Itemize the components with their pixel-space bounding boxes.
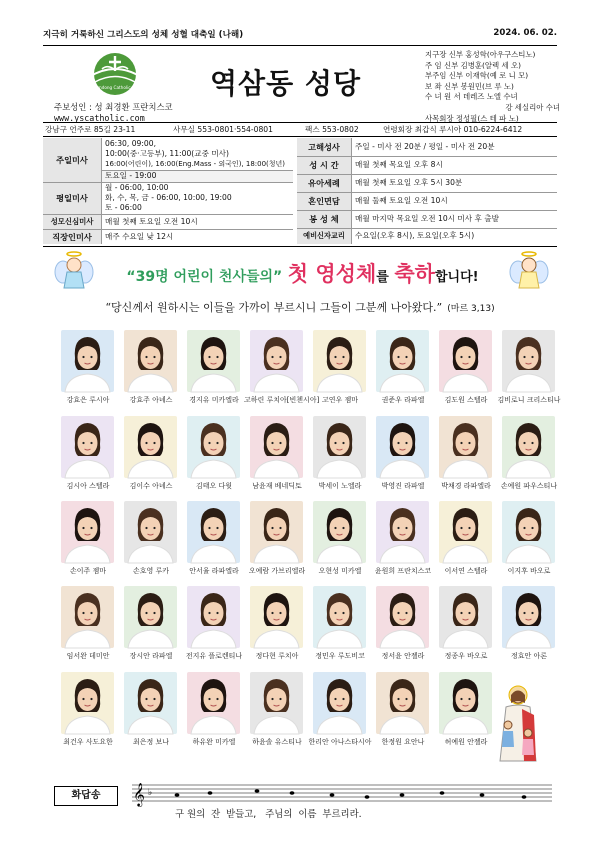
child-name: 고하린 루치아[빈첸시아]	[244, 396, 320, 404]
child-name: 안서율 라파엘라	[189, 567, 239, 575]
child-name: 허예원 안젤라	[444, 738, 488, 746]
child-name: 박채경 라파엘라	[441, 482, 491, 490]
celebration-banner	[95, 258, 510, 288]
child-name: 임서완 데미안	[66, 652, 110, 660]
communion-visit-label: 봉 성 체	[297, 210, 352, 228]
confession-time: 주일 - 미사 전 20분 / 평일 - 미사 전 20분	[355, 141, 495, 151]
child-photo	[250, 586, 303, 648]
scripture-quote	[80, 296, 520, 315]
confession-label: 고해성사	[297, 138, 352, 156]
child-name: 오현성 미카엘	[318, 567, 362, 575]
fax-number: 팩스 553-0802	[305, 125, 359, 134]
child-name: 김비로니 크리스티나	[497, 396, 561, 404]
child-photo	[187, 330, 240, 392]
child-photo	[250, 501, 303, 563]
marian-mass-label: 성모신심미사	[43, 214, 102, 229]
angel-left-icon	[55, 250, 93, 294]
child-photo	[61, 672, 114, 734]
child-name: 한리안 아나스타시아	[308, 738, 372, 746]
sunday-mass-label: 주일미사	[43, 138, 102, 182]
child-name: 이서연 스텔라	[444, 567, 488, 575]
svg-text:𝄞: 𝄞	[133, 782, 145, 806]
staff-line: 보 좌 신부 봉원민(브 루 노)	[425, 81, 514, 91]
child-photo	[502, 330, 555, 392]
child-photo	[313, 416, 366, 478]
child-photo	[124, 330, 177, 392]
child-name: 정종우 바오로	[444, 652, 488, 660]
child-name: 손호영 루카	[132, 567, 170, 575]
child-photo	[61, 330, 114, 392]
holy-hour-time: 매월 첫째 목요일 오후 8시	[355, 160, 443, 169]
infant-baptism-label: 유아세례	[297, 174, 352, 192]
child-name: 최건우 사도요한	[63, 738, 113, 746]
catechism-label: 예비신자교리	[297, 228, 352, 244]
child-photo	[502, 416, 555, 478]
child-name: 강효주 아녜스	[129, 396, 173, 404]
logo-caption: Yeoksamdong Catholic Church	[83, 85, 147, 90]
child-name: 박세이 노엘라	[318, 482, 362, 490]
child-photo	[187, 672, 240, 734]
child-photo	[187, 416, 240, 478]
child-name: 강효은 루시아	[66, 396, 110, 404]
feast-title: 지극히 거룩하신 그리스도의 성체 성혈 대축일 (나해)	[43, 30, 244, 40]
child-photo	[439, 330, 492, 392]
child-photo	[313, 586, 366, 648]
church-logo	[75, 51, 155, 97]
child-name: 고연우 젬마	[321, 396, 359, 404]
child-name: 김시아 스텔라	[66, 482, 110, 490]
staff-line: 사목회장 정성필(스 테 파 노)	[425, 113, 519, 123]
child-photo	[313, 672, 366, 734]
child-photo	[124, 416, 177, 478]
banner-ending: 합니다!	[434, 270, 479, 285]
saturday-mass-time: 토요일 - 19:00	[102, 170, 294, 182]
child-photo	[187, 501, 240, 563]
child-name: 하유완 미카엘	[192, 738, 236, 746]
child-name: 박영진 라파엘	[381, 482, 425, 490]
parish-name: 역삼동 성당	[210, 67, 361, 100]
workers-mass-label: 직장인미사	[43, 229, 102, 244]
child-name: 윤원희 프란치스코	[374, 567, 432, 575]
child-photo	[61, 586, 114, 648]
communion-visit-time: 매월 마지막 목요일 오전 10시 미사 후 출발	[355, 214, 499, 223]
staff-line: 강 세실리아 수녀	[505, 102, 560, 112]
child-name: 김태오 다윗	[195, 482, 233, 490]
website-link[interactable]: www.yscatholic.com	[54, 113, 145, 123]
weekday-mass-label: 평일미사	[43, 182, 102, 214]
child-photo	[376, 501, 429, 563]
quote-text: “당신께서 원하시는 이들을 가까이 부르시니 그들이 그분께 나아왔다.”	[105, 301, 443, 314]
child-name: 정민우 루도비코	[315, 652, 365, 660]
child-name: 오예람 가브리엘라	[248, 567, 306, 575]
child-photo	[439, 416, 492, 478]
child-name: 한정원 요안나	[381, 738, 425, 746]
child-photo	[376, 330, 429, 392]
child-name: 하윤솔 유스티나	[252, 738, 302, 746]
patron-saint: 주보성인 : 성 최경환 프란치스코	[54, 102, 173, 112]
staff-line: 수 녀 원 서 데레즈 노엘 수녀	[425, 92, 518, 102]
marriage-interview-time: 매월 둘째 토요일 오전 10시	[355, 196, 448, 205]
child-name: 정다현 루치아	[255, 652, 299, 660]
banner-first-communion: 첫 영성체	[287, 262, 377, 286]
child-photo	[124, 586, 177, 648]
office-phone: 사무실 553-0801·554-0801	[173, 125, 273, 134]
child-photo	[502, 501, 555, 563]
child-photo	[61, 416, 114, 478]
child-name: 정효안 아론	[510, 652, 548, 660]
marian-mass-time: 매월 첫째 토요일 오전 10시	[105, 216, 198, 226]
svg-text:♭: ♭	[148, 788, 153, 798]
child-name: 권준우 라파엘	[381, 396, 425, 404]
child-name: 전지유 플로렌티나	[185, 652, 243, 660]
child-photo	[376, 416, 429, 478]
catechism-time: 수요일(오후 8시), 토요일(오후 5시)	[355, 231, 475, 241]
mass-schedule-table	[43, 138, 293, 244]
bulletin-date: 2024. 06. 02.	[493, 28, 557, 38]
child-photo	[187, 586, 240, 648]
psalm-lyrics: 구 원의 잔 받들고, 주님의 이름 부르리라.	[175, 809, 362, 820]
infant-baptism-time: 매월 첫째 토요일 오후 5시 30분	[355, 178, 463, 187]
sunday-mass-times: 06:30, 09:00, 10:00(중·고등부), 11:00(교중 미사) 16:00(어린이), 16:00(Eng.Mass - 외국인), 18:00(청년)	[105, 138, 286, 168]
child-name: 손이주 젬마	[69, 567, 107, 575]
child-photo	[376, 586, 429, 648]
child-photo	[250, 330, 303, 392]
weekday-mass-times: 월 - 06:00, 10:00 화, 수, 목, 금 - 06:00, 10:00, 19:00 토 - 06:00	[105, 183, 232, 212]
child-photo	[124, 672, 177, 734]
child-name: 정서윤 안젤라	[381, 652, 425, 660]
dove-cross-icon	[75, 51, 155, 97]
child-photo	[124, 501, 177, 563]
quote-reference: (마르 3,13)	[447, 304, 495, 314]
child-photo	[313, 501, 366, 563]
child-photo	[502, 586, 555, 648]
staff-line: 지구장 신부 홍성학(아우구스티노)	[425, 50, 536, 59]
child-photo	[376, 672, 429, 734]
address: 강남구 언주로 85길 23-11	[45, 125, 136, 134]
holy-hour-label: 성 시 간	[297, 156, 352, 174]
child-name: 손예원 파우스티나	[500, 482, 558, 490]
child-name: 남윤재 베네딕토	[252, 482, 302, 490]
sacrament-schedule-table	[297, 138, 557, 244]
child-name: 최은정 보나	[132, 738, 170, 746]
child-name: 김이수 아녜스	[129, 482, 173, 490]
staff-list	[425, 50, 560, 124]
child-photo	[439, 586, 492, 648]
banner-particle: 를	[376, 270, 389, 285]
marriage-interview-label: 혼인면담	[297, 192, 352, 210]
banner-congrats: 축하	[394, 262, 435, 286]
child-photo	[313, 330, 366, 392]
child-name: 경지유 미카엘라	[189, 396, 239, 404]
angel-right-icon	[510, 250, 548, 294]
responsorial-psalm-box: 화답송	[54, 786, 118, 806]
funeral-contact: 연령회장 최갑식 루시아 010-6224-6412	[383, 125, 523, 134]
staff-line: 주 임 신부 김병훈(알렉 세 오)	[425, 60, 522, 70]
banner-intro: “39명 어린이 천사들의”	[126, 269, 283, 285]
workers-mass-time: 매주 수요일 낮 12시	[105, 231, 174, 241]
child-photo	[439, 672, 492, 734]
child-photo	[61, 501, 114, 563]
child-photo	[250, 416, 303, 478]
child-name: 이지후 바오로	[507, 567, 551, 575]
jesus-with-children-illustration	[496, 685, 540, 769]
child-photo	[250, 672, 303, 734]
child-photo	[439, 501, 492, 563]
child-name: 김도원 스텔라	[444, 396, 488, 404]
contact-bar	[43, 124, 557, 136]
staff-line: 부주임 신부 이재학(예 로 니 모)	[425, 71, 529, 81]
child-name: 장시안 라파엘	[129, 652, 173, 660]
